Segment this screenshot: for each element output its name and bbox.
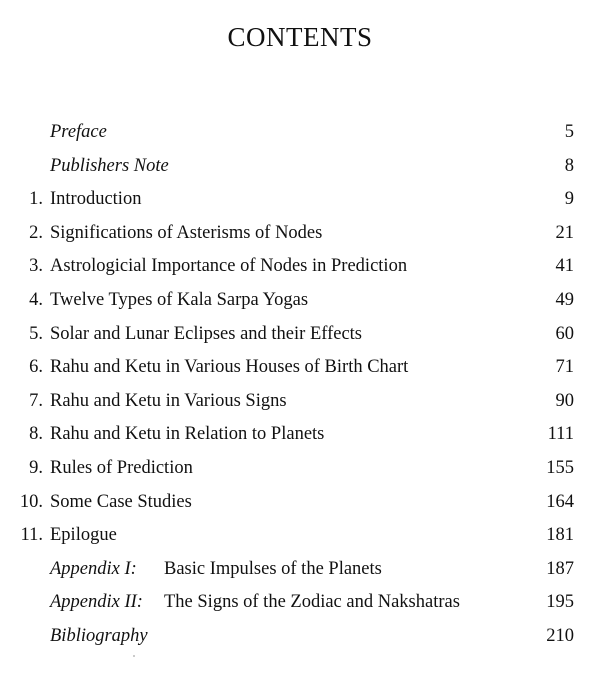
entry-title: [50, 586, 460, 620]
entry-title-text: Significations of Asterisms of Nodes: [50, 222, 323, 243]
page-title: CONTENTS: [227, 22, 373, 52]
toc-entry: [0, 452, 600, 486]
entry-title: [50, 620, 148, 654]
entry-number: 6.: [29, 357, 43, 378]
entry-title-text: Solar and Lunar Eclipses and their Effects: [50, 323, 362, 344]
entry-number: 8.: [29, 424, 43, 445]
toc-entry: [0, 150, 600, 184]
entry-page-number: 90: [555, 390, 574, 411]
toc-entry: [0, 553, 600, 587]
toc-entry: [0, 586, 600, 620]
entry-title-text: Rules of Prediction: [50, 457, 193, 478]
entry-title-text: Rahu and Ketu in Relation to Planets: [50, 424, 325, 445]
entry-title-text: Rahu and Ketu in Various Houses of Birth Chart: [50, 357, 409, 378]
entry-title: [50, 519, 117, 553]
entry-title-text: Bibliography: [50, 625, 148, 646]
entry-title-text: Epilogue: [50, 525, 117, 546]
entry-title: [50, 318, 362, 352]
entry-title-text: Publishers Note: [50, 155, 169, 176]
entry-page-number: 8: [564, 155, 574, 176]
entry-number: 4.: [29, 289, 43, 310]
toc-entry: [0, 351, 600, 385]
entry-title-text: Basic Impulses of the Planets: [164, 558, 382, 579]
entry-page-number: 155: [546, 457, 574, 478]
entry-title-text: The Signs of the Zodiac and Nakshatras: [164, 592, 460, 613]
entry-number: 9.: [29, 457, 43, 478]
entry-page-number: 9: [564, 189, 574, 210]
entry-page-number: 5: [564, 122, 574, 142]
toc-entry: [0, 318, 600, 352]
scan-speck: [133, 655, 135, 657]
entry-title: [50, 553, 382, 587]
entry-page-number: 210: [546, 625, 574, 646]
entry-title: [50, 452, 193, 486]
entry-page-number: 111: [547, 424, 574, 445]
entry-page-number: 41: [555, 256, 574, 277]
entry-page-number: 71: [555, 357, 574, 378]
entry-title-text: Twelve Types of Kala Sarpa Yogas: [50, 289, 309, 310]
toc-entry: [0, 116, 600, 150]
toc-entry: [0, 385, 600, 419]
entry-appendix-label: Appendix II:: [50, 592, 143, 613]
entry-number: 1.: [29, 189, 43, 210]
entry-title: [50, 217, 322, 251]
entry-title: [50, 183, 141, 217]
entry-title: [50, 116, 107, 150]
entry-title: [50, 418, 324, 452]
entry-title: [50, 486, 192, 520]
entry-page-number: 195: [546, 592, 574, 613]
entry-title-text: Rahu and Ketu in Various Signs: [50, 390, 287, 411]
entry-page-number: 60: [555, 323, 574, 344]
entry-number: 10.: [19, 491, 43, 512]
entry-title: [50, 150, 169, 184]
entry-number: 7.: [29, 390, 43, 411]
toc-entry: [0, 620, 600, 654]
entry-title-text: Introduction: [50, 189, 142, 210]
entry-number: 3.: [29, 256, 43, 277]
toc-entry: [0, 183, 600, 217]
entry-number: 5.: [29, 323, 43, 344]
toc-entry: [0, 250, 600, 284]
toc-entry: [0, 217, 600, 251]
toc-entry: [0, 486, 600, 520]
entry-page-number: 49: [555, 289, 574, 310]
entry-title: [50, 385, 287, 419]
entry-title: [50, 351, 408, 385]
entry-title-text: Some Case Studies: [50, 491, 192, 512]
entry-number: 2.: [29, 222, 43, 243]
entry-page-number: 21: [555, 222, 574, 243]
entry-title-text: Preface: [50, 122, 107, 142]
toc-entry: [0, 418, 600, 452]
entry-title: [50, 284, 308, 318]
entry-number: 11.: [20, 525, 43, 546]
toc-entry: [0, 284, 600, 318]
entry-title: [50, 250, 407, 284]
entry-title-text: Astrologicial Importance of Nodes in Prediction: [50, 256, 408, 277]
entry-page-number: 181: [546, 525, 574, 546]
table-of-contents: [0, 116, 600, 654]
entry-page-number: 164: [546, 491, 574, 512]
entry-appendix-label: Appendix I:: [50, 558, 137, 579]
toc-entry: [0, 519, 600, 553]
entry-page-number: 187: [546, 558, 574, 579]
